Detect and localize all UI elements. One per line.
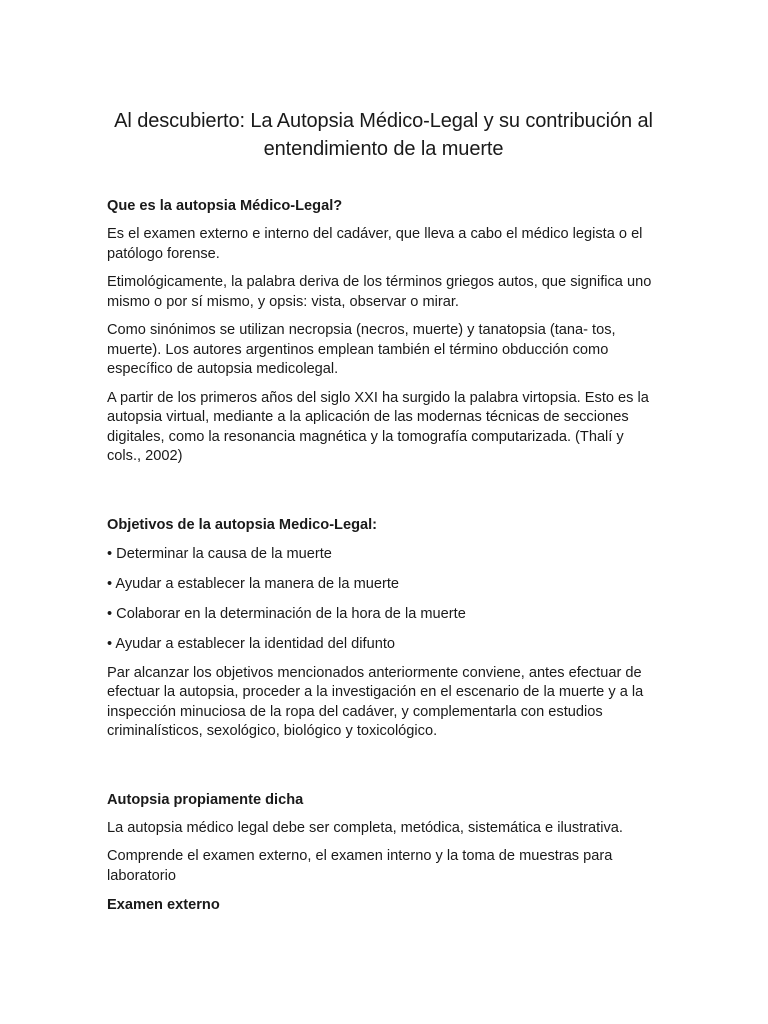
subheading-examen-externo: Examen externo [107,897,220,913]
paragraph-objectives-procedure: Par alcanzar los objetivos mencionados anteriormente conviene, antes efectuar de efectuar la autopsia, proceder a la investigación en el escenario de la muerte y a la inspección minuciosa de la ropa del cadáver, y complementarla con estudios criminalísticos, sexológico, biológico y toxicológico. [107,664,644,739]
paragraph-virtopsia: A partir de los primeros años del siglo XXI ha surgido la palabra virtopsia. Esto es la autopsia virtual, mediante a la aplicación de las modernas técnicas de secciones digitales, como la resonancia magnética y la tomografía computarizada. (Thalí y cols., 2002) [107,389,649,464]
paragraph-etymology: Etimológicamente, la palabra deriva de los términos griegos autos, que significa uno mismo o por sí mismo, y opsis: vista, observar o mirar. [107,274,652,310]
section-heading-objetivos: Objetivos de la autopsia Medico-Legal: [107,516,378,533]
paragraph-synonyms: Como sinónimos se utilizan necropsia (necros, muerte) y tanatopsia (tana- tos, muerte). Los autores argentinos emplean también el término obducción como específico de autopsia medicolegal. [107,322,616,377]
bullet-item: • Colaborar en la determinación de la hora de la muerte [107,605,466,622]
paragraph-autopsy-qualities: La autopsia médico legal debe ser completa, metódica, sistemática e ilustrativa. [107,819,623,836]
section-heading-autopsia-propiamente: Autopsia propiamente dicha [107,791,304,808]
bullet-item: • Ayudar a establecer la identidad del difunto [107,635,395,652]
bullet-item: • Ayudar a establecer la manera de la muerte [107,575,400,592]
paragraph-autopsy-components: Comprende el examen externo, el examen interno y la toma de muestras para laboratorio [107,848,613,884]
document-title: Al descubierto: La Autopsia Médico-Legal y su contribución al entendimiento de la muerte [114,110,653,160]
paragraph-definition: Es el examen externo e interno del cadáver, que lleva a cabo el médico legista o el patólogo forense. [107,226,643,262]
section-heading-que-es: Que es la autopsia Médico-Legal? [107,198,343,214]
bullet-item: • Determinar la causa de la muerte [107,545,332,562]
